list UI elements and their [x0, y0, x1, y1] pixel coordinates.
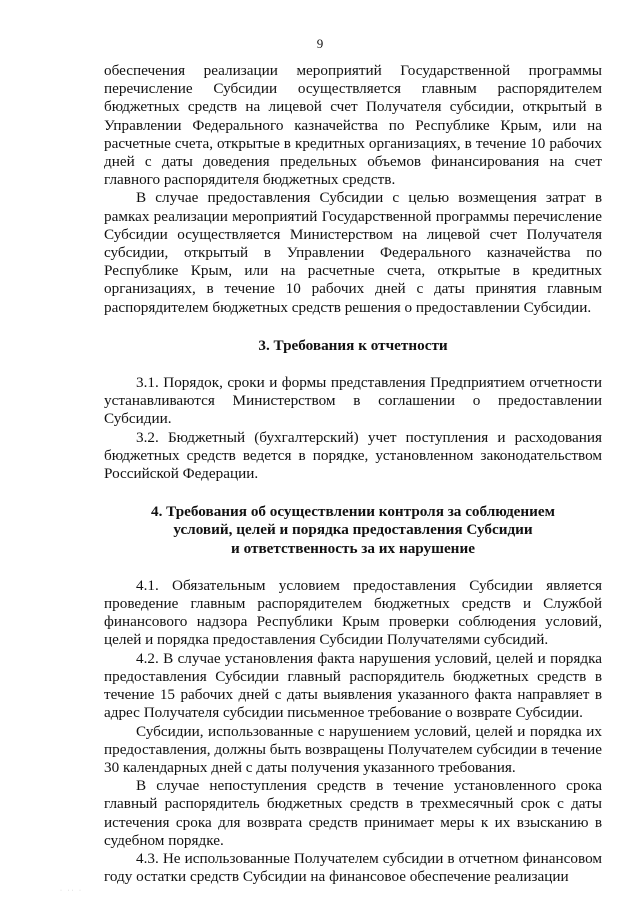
- section-4-heading-line: условий, целей и порядка предоставления Субсидии: [173, 521, 533, 539]
- section-4-heading-line: и ответственность за их нарушение: [231, 539, 475, 557]
- paragraph-4-1: 4.1. Обязательным условием предоставления Субсидии является проведение главным распорядителем бюджетных средств и Службой финансового надзора Республики Крым проверки соблюдения условий, целей и порядка предоставления Субсидии Получателями субсидий.: [104, 576, 602, 649]
- section-4-heading-line: 4. Требования об осуществлении контроля за соблюдением: [150, 503, 556, 521]
- paragraph-4-2-recovery: В случае непоступления средств в течение установленного срока главный распорядитель бюджетных средств в трехмесячный срок с даты истечения срока для возврата средств принимает меры к их взысканию в судебном порядке.: [104, 777, 602, 849]
- paragraph-4-2: 4.2. В случае установления факта нарушения условий, целей и порядка предоставления Субсидии главный распорядитель бюджетных средств в течение 15 рабочих дней с даты выявления указанного факта направляет в адрес Получателя субсидии письменное требование о возврате Субсидии.: [104, 649, 602, 722]
- document-body: [104, 62, 602, 886]
- paragraph-3-2: 3.2. Бюджетный (бухгалтерский) учет поступления и расходования бюджетных средств ведется в порядке, установленном законодательством Российской Федерации.: [104, 428, 602, 483]
- paragraph-4-3: 4.3. Не использованные Получателем субсидии в отчетном финансовом году остатки средств Субсидии на финансовое обеспечение реализации: [104, 849, 602, 886]
- paragraph-3-1: 3.1. Порядок, сроки и формы представления Предприятием отчетности устанавливаются Министерством в соглашении о предоставлении Субсидии.: [104, 374, 602, 428]
- paragraph-compensation: В случае предоставления Субсидии с целью возмещения затрат в рамках реализации мероприятий Государственной программы перечисление Субсидии осуществляется Министерством на лицевой счет Получателя субсидии, открытый в Управлении Федерального казначейства по Республике Крым, или на расчетные счета, открытые в кредитных организациях, в течение 10 рабочих дней с даты принятия главным распорядителем бюджетных средств решения о предоставлении Субсидии.: [104, 189, 602, 316]
- page-number: 9: [316, 36, 324, 51]
- section-3-heading: 3. Требования к отчетности: [258, 336, 448, 354]
- paragraph-4-2-return: Субсидии, использованные с нарушением условий, целей и порядка их предоставления, должны быть возвращены Получателем субсидии в течение 30 календарных дней с даты получения указанного требования.: [104, 722, 603, 776]
- scan-artifact: · ·· ·: [60, 888, 83, 894]
- section-4-heading: [104, 503, 602, 558]
- paragraph-continuation: обеспечения реализации мероприятий Государственной программы перечисление Субсидии осуществляется главным распорядителем бюджетных средств на лицевой счет Получателя субсидии, открытый в Управлении Федерального казначейства по Республике Крым, или на расчетные счета, открытые в кредитных организациях, в течение 10 рабочих дней с даты доведения предельных объемов финансирования на счет главного распорядителя бюджетных средств.: [104, 62, 602, 189]
